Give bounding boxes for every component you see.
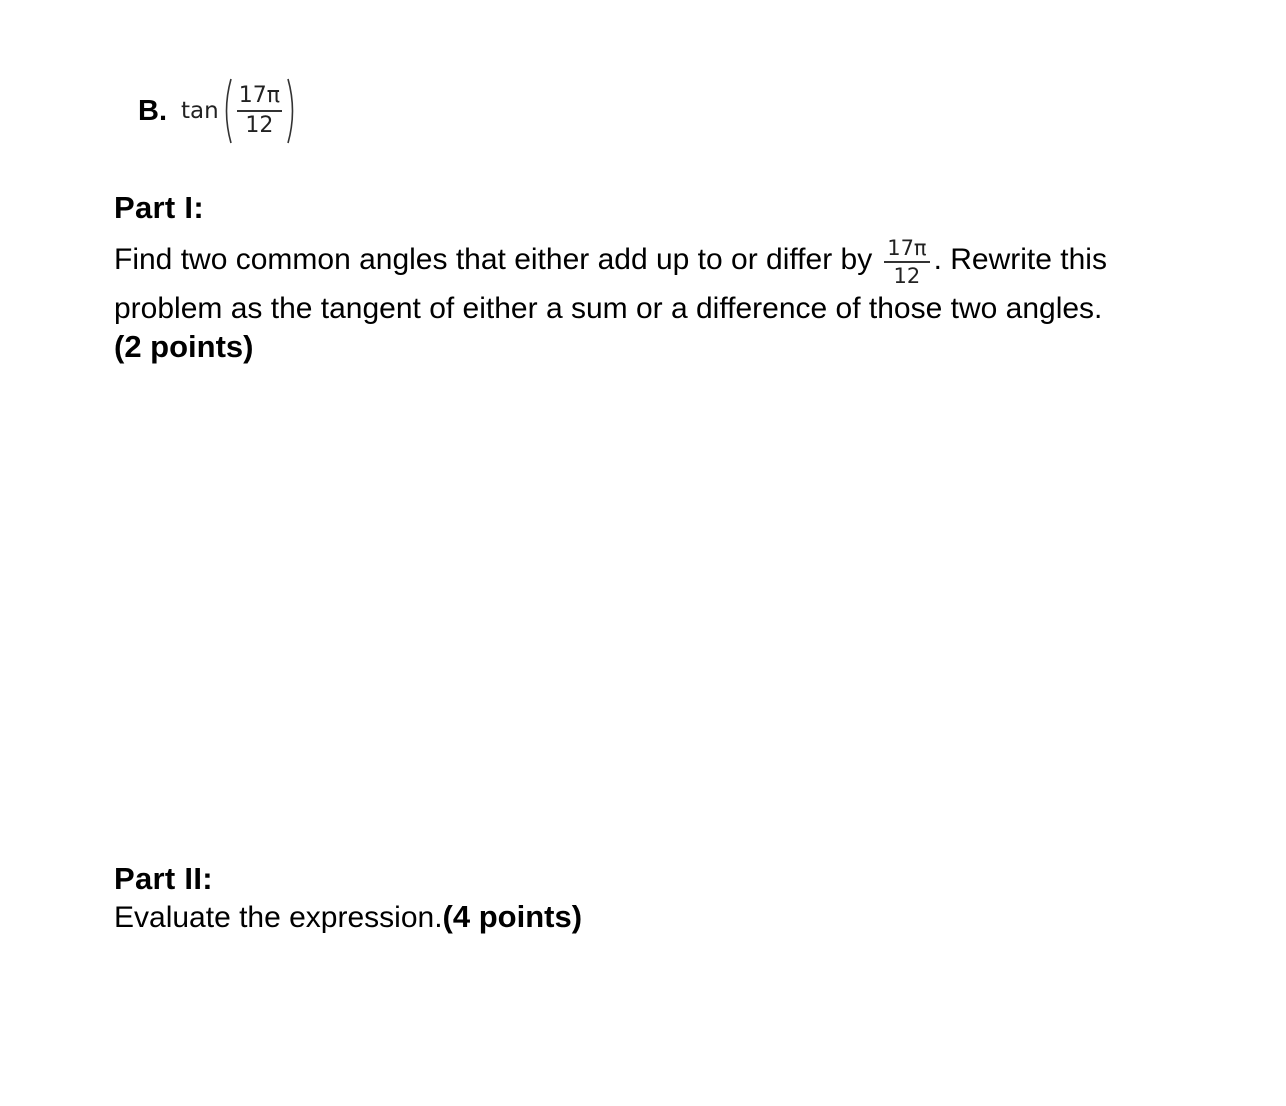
problem-heading [138,74,298,148]
part-one-text-before: Find two common angles that either add up to or differ by [114,243,873,276]
part-one [114,188,1214,366]
part-two-text: Evaluate the expression. [114,901,443,934]
part-two-points: (4 points) [442,899,583,934]
left-parenthesis [221,77,233,145]
angle-numerator: 17π [238,83,280,108]
right-parenthesis [286,77,298,145]
angle-denominator: 12 [245,113,274,138]
inline-numerator: 17π [887,236,927,260]
part-one-title: Part I: [114,190,204,225]
inline-angle-fraction [884,235,929,289]
part-two [114,860,1214,937]
part-two-instruction [114,898,1214,937]
part-one-points: (2 points) [114,329,254,364]
part-one-text-after: . Rewrite this [933,243,1107,276]
part-one-instruction-line1 [114,230,1214,290]
function-name: tan [181,98,219,124]
problem-letter: B. [138,94,167,127]
part-one-instruction-line2: problem as the tangent of either a sum or a difference of those two angles. [114,292,1103,325]
angle-fraction [233,82,286,140]
part-two-title: Part II: [114,861,213,896]
inline-denominator: 12 [893,264,921,288]
